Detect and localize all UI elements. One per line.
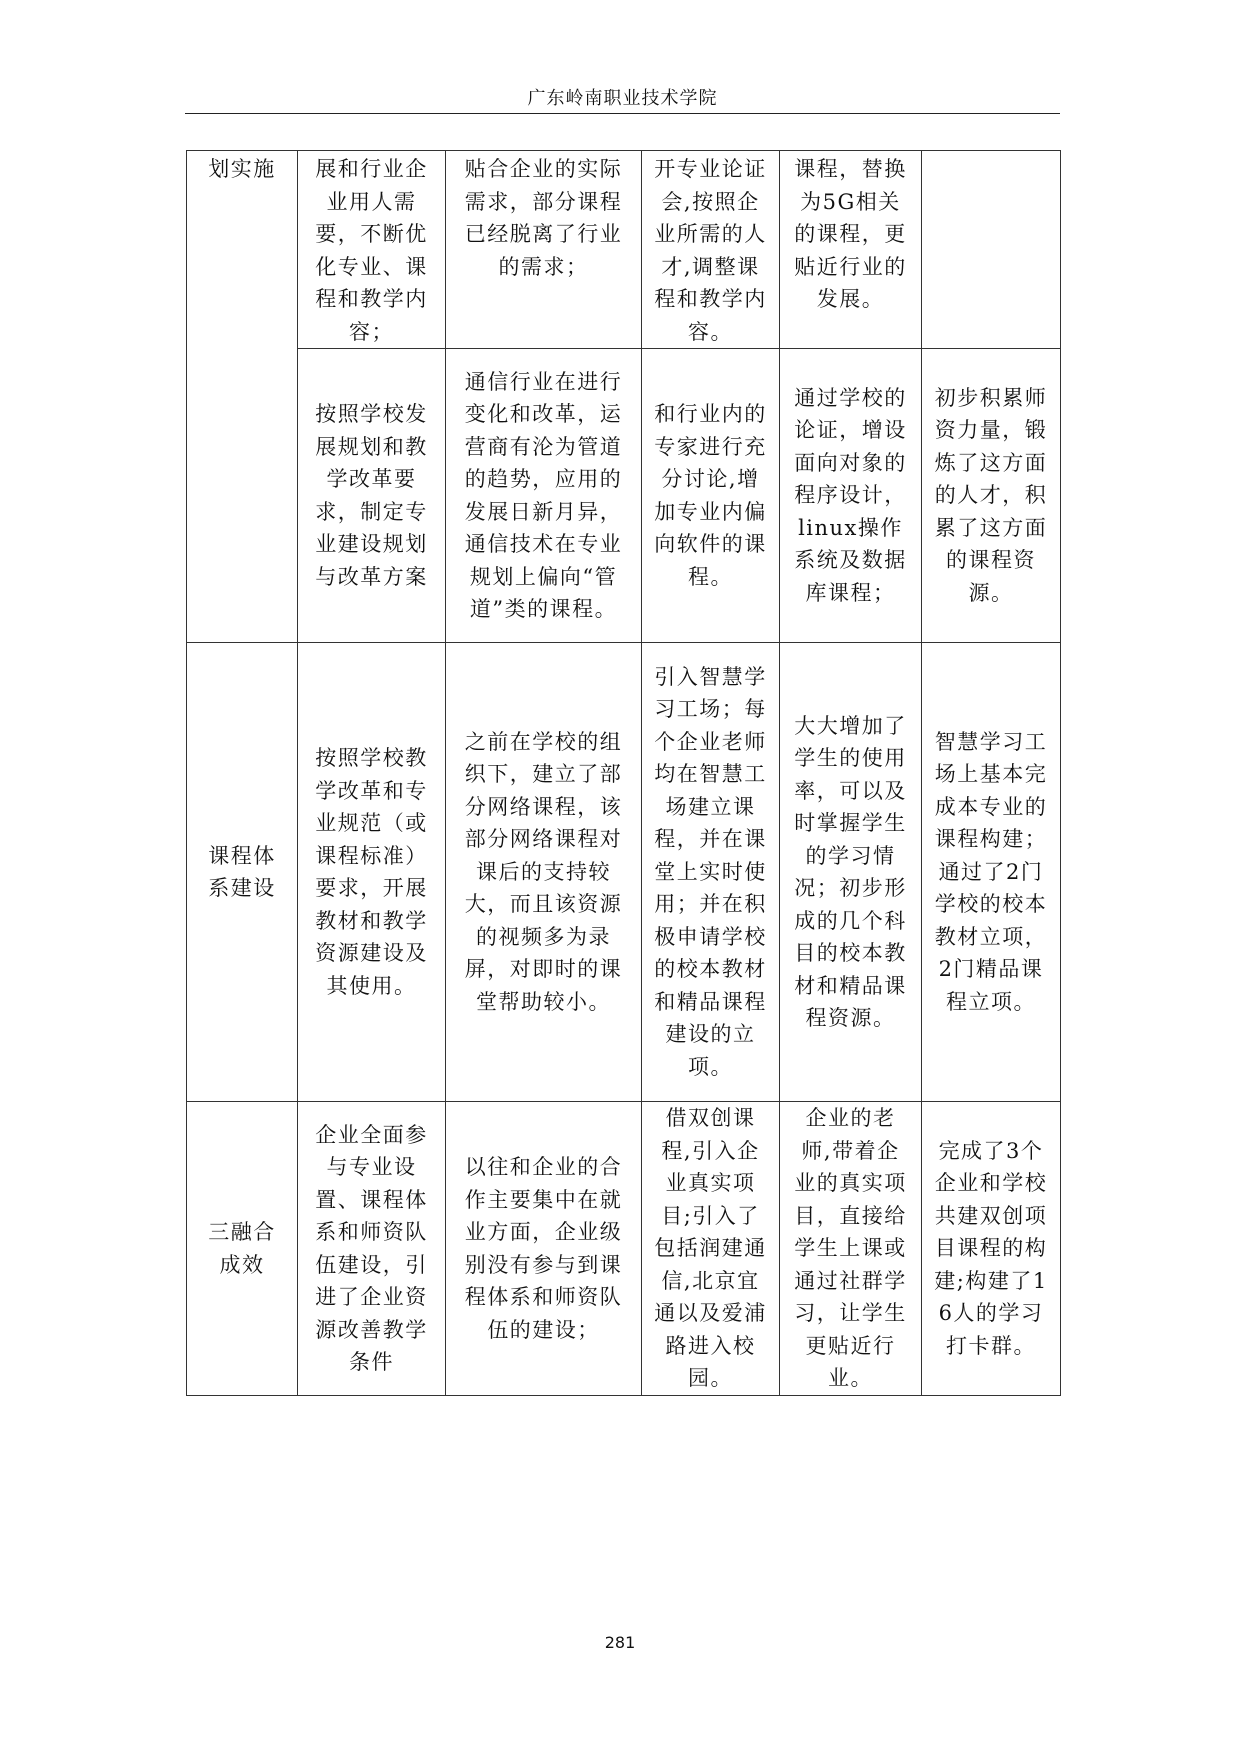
table-row: [187, 151, 1061, 349]
table-cell: 按照学校发展规划和教学改革要求，制定专业建设规划与改革方案: [298, 349, 446, 643]
table-cell: 之前在学校的组织下，建立了部分网络课程，该部分网络课程对课后的支持较大，而且该资源的视频多为录屏，对即时的课堂帮助较小。: [446, 643, 642, 1102]
content-table: [186, 150, 1061, 1396]
table-cell: 借双创课程,引入企业真实项目;引入了包括润建通信,北京宜通以及爱浦路进入校园。: [642, 1102, 780, 1396]
table-cell: 完成了3个企业和学校共建双创项目课程的构建;构建了16人的学习打卡群。: [922, 1102, 1061, 1396]
table-row: [187, 1102, 1061, 1396]
row-category-cell: 三融合成效: [187, 1102, 298, 1396]
table-cell: 通信行业在进行变化和改革，运营商有沦为管道的趋势，应用的发展日新月异，通信技术在专业规划上偏向“管道”类的课程。: [446, 349, 642, 643]
table-row: [187, 643, 1061, 1102]
table-cell: 企业的老师,带着企业的真实项目，直接给学生上课或通过社群学习，让学生更贴近行业。: [780, 1102, 922, 1396]
table-cell: [922, 151, 1061, 349]
table-cell: 通过学校的论证，增设面向对象的程序设计，linux操作系统及数据库课程；: [780, 349, 922, 643]
table-row: [187, 349, 1061, 643]
table-cell: 展和行业企业用人需要，不断优化专业、课程和教学内容；: [298, 151, 446, 349]
header-divider: [185, 113, 1060, 114]
table-cell: 初步积累师资力量，锻炼了这方面的人才，积累了这方面的课程资源。: [922, 349, 1061, 643]
row-category-cell: 划实施: [187, 151, 298, 643]
table-cell: 按照学校教学改革和专业规范（或课程标准）要求，开展教材和教学资源建设及其使用。: [298, 643, 446, 1102]
table-cell: 和行业内的专家进行充分讨论,增加专业内偏向软件的课程。: [642, 349, 780, 643]
page-number: 281: [604, 1633, 636, 1652]
table-cell: 企业全面参与专业设置、课程体系和师资队伍建设，引进了企业资源改善教学条件: [298, 1102, 446, 1396]
table-cell: 贴合企业的实际需求，部分课程已经脱离了行业的需求；: [446, 151, 642, 349]
table-cell: 智慧学习工场上基本完成本专业的课程构建；通过了2门学校的校本教材立项，2门精品课程立项。: [922, 643, 1061, 1102]
page-header-title: 广东岭南职业技术学院: [527, 88, 718, 109]
table-cell: 课程，替换为5G相关的课程，更贴近行业的发展。: [780, 151, 922, 349]
table-cell: 大大增加了学生的使用率，可以及时掌握学生的学习情况；初步形成的几个科目的校本教材和精品课程资源。: [780, 643, 922, 1102]
table-cell: 以往和企业的合作主要集中在就业方面，企业级别没有参与到课程体系和师资队伍的建设；: [446, 1102, 642, 1396]
table-cell: 引入智慧学习工场；每个企业老师均在智慧工场建立课程，并在课堂上实时使用；并在积极申请学校的校本教材和精品课程建设的立项。: [642, 643, 780, 1102]
table-cell: 开专业论证会,按照企业所需的人才,调整课程和教学内容。: [642, 151, 780, 349]
row-category-cell: 课程体系建设: [187, 643, 298, 1102]
